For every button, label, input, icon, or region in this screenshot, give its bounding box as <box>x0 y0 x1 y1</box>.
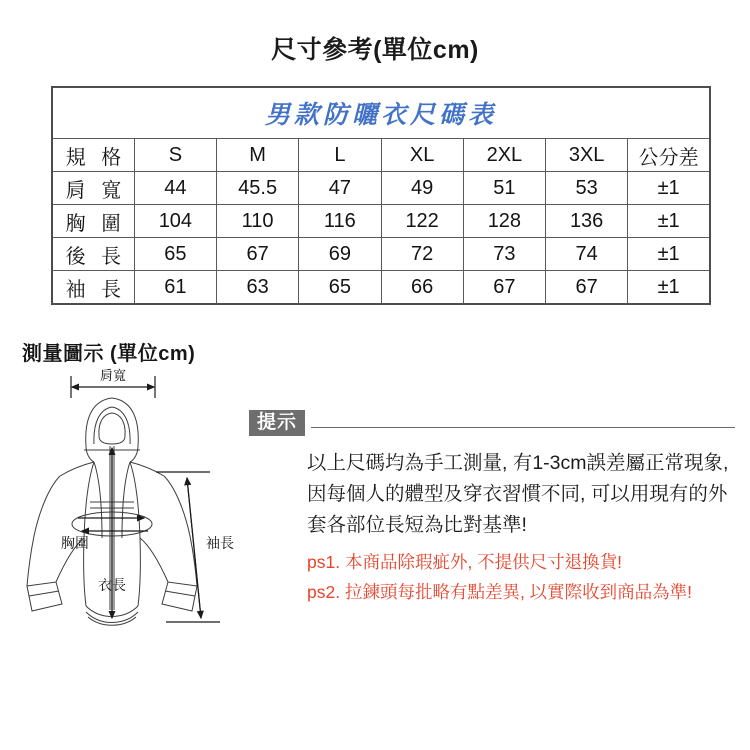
jacket-diagram <box>8 368 248 648</box>
label-sleeve: 袖長 <box>206 535 234 551</box>
size-chart <box>51 86 711 305</box>
size-table <box>51 86 711 305</box>
cell-shoulder-s: 44 <box>134 172 216 205</box>
header-cell-xl: XL <box>381 139 463 172</box>
table-caption-row <box>52 87 710 139</box>
row-label-shoulder: 肩 寬 <box>52 172 134 205</box>
cell-sleeve-m: 63 <box>217 271 299 305</box>
header-cell-l: L <box>299 139 381 172</box>
cell-back-tolerance: ±1 <box>628 238 710 271</box>
cell-back-xl: 72 <box>381 238 463 271</box>
notice-body <box>307 448 747 607</box>
cell-sleeve-s: 61 <box>134 271 216 305</box>
cell-chest-tolerance: ±1 <box>628 205 710 238</box>
row-label-chest: 胸 圍 <box>52 205 134 238</box>
header-cell-2xl: 2XL <box>463 139 545 172</box>
cell-sleeve-tolerance: ±1 <box>628 271 710 305</box>
cell-chest-m: 110 <box>217 205 299 238</box>
cell-sleeve-2xl: 67 <box>463 271 545 305</box>
table-row <box>52 205 710 238</box>
notice-divider <box>311 427 735 428</box>
cell-back-2xl: 73 <box>463 238 545 271</box>
cell-sleeve-l: 65 <box>299 271 381 305</box>
notice-line: 因每個人的體型及穿衣習慣不同, 可以用現有的外 <box>307 483 728 505</box>
cell-back-l: 69 <box>299 238 381 271</box>
cell-shoulder-l: 47 <box>299 172 381 205</box>
cell-back-3xl: 74 <box>546 238 628 271</box>
table-row <box>52 172 710 205</box>
cell-sleeve-3xl: 67 <box>546 271 628 305</box>
header-cell-spec: 規 格 <box>52 139 134 172</box>
label-chest: 胸圍 <box>61 535 89 551</box>
header-cell-tolerance: 公分差 <box>628 139 710 172</box>
table-row <box>52 271 710 305</box>
notice-ps-line: ps2. 拉鍊頭每批略有點差異, 以實際收到商品為準! <box>307 582 693 602</box>
cell-back-s: 65 <box>134 238 216 271</box>
header-cell-m: M <box>217 139 299 172</box>
cell-chest-s: 104 <box>134 205 216 238</box>
label-body-length: 衣長 <box>98 577 126 593</box>
row-label-back-length: 後 長 <box>52 238 134 271</box>
table-row <box>52 238 710 271</box>
cell-chest-3xl: 136 <box>546 205 628 238</box>
header-cell-s: S <box>134 139 216 172</box>
cell-chest-l: 116 <box>299 205 381 238</box>
diagram-heading: 測量圖示 (單位cm) <box>22 343 196 365</box>
cell-shoulder-tolerance: ±1 <box>628 172 710 205</box>
cell-shoulder-xl: 49 <box>381 172 463 205</box>
cell-chest-2xl: 128 <box>463 205 545 238</box>
page-title: 尺寸參考(單位cm) <box>271 36 479 64</box>
cell-shoulder-m: 45.5 <box>217 172 299 205</box>
notice-badge: 提示 <box>249 410 305 436</box>
row-label-sleeve: 袖 長 <box>52 271 134 305</box>
cell-shoulder-3xl: 53 <box>546 172 628 205</box>
notice-ps-line: ps1. 本商品除瑕疵外, 不提供尺寸退換貨! <box>307 552 623 572</box>
notice-line: 套各部位長短為比對基準! <box>307 514 527 536</box>
table-header-row <box>52 139 710 172</box>
cell-shoulder-2xl: 51 <box>463 172 545 205</box>
chest-dimension <box>78 518 148 531</box>
cell-sleeve-xl: 66 <box>381 271 463 305</box>
notice-panel <box>249 410 741 602</box>
notice-header <box>249 410 741 438</box>
header-cell-3xl: 3XL <box>546 139 628 172</box>
cell-back-m: 67 <box>217 238 299 271</box>
table-caption-cell <box>52 87 710 139</box>
label-shoulder: 肩寬 <box>99 368 127 383</box>
table-caption-text: 男款防曬衣尺碼表 <box>264 101 497 129</box>
notice-line: 以上尺碼均為手工測量, 有1-3cm誤差屬正常現象, <box>307 452 729 474</box>
cell-chest-xl: 122 <box>381 205 463 238</box>
